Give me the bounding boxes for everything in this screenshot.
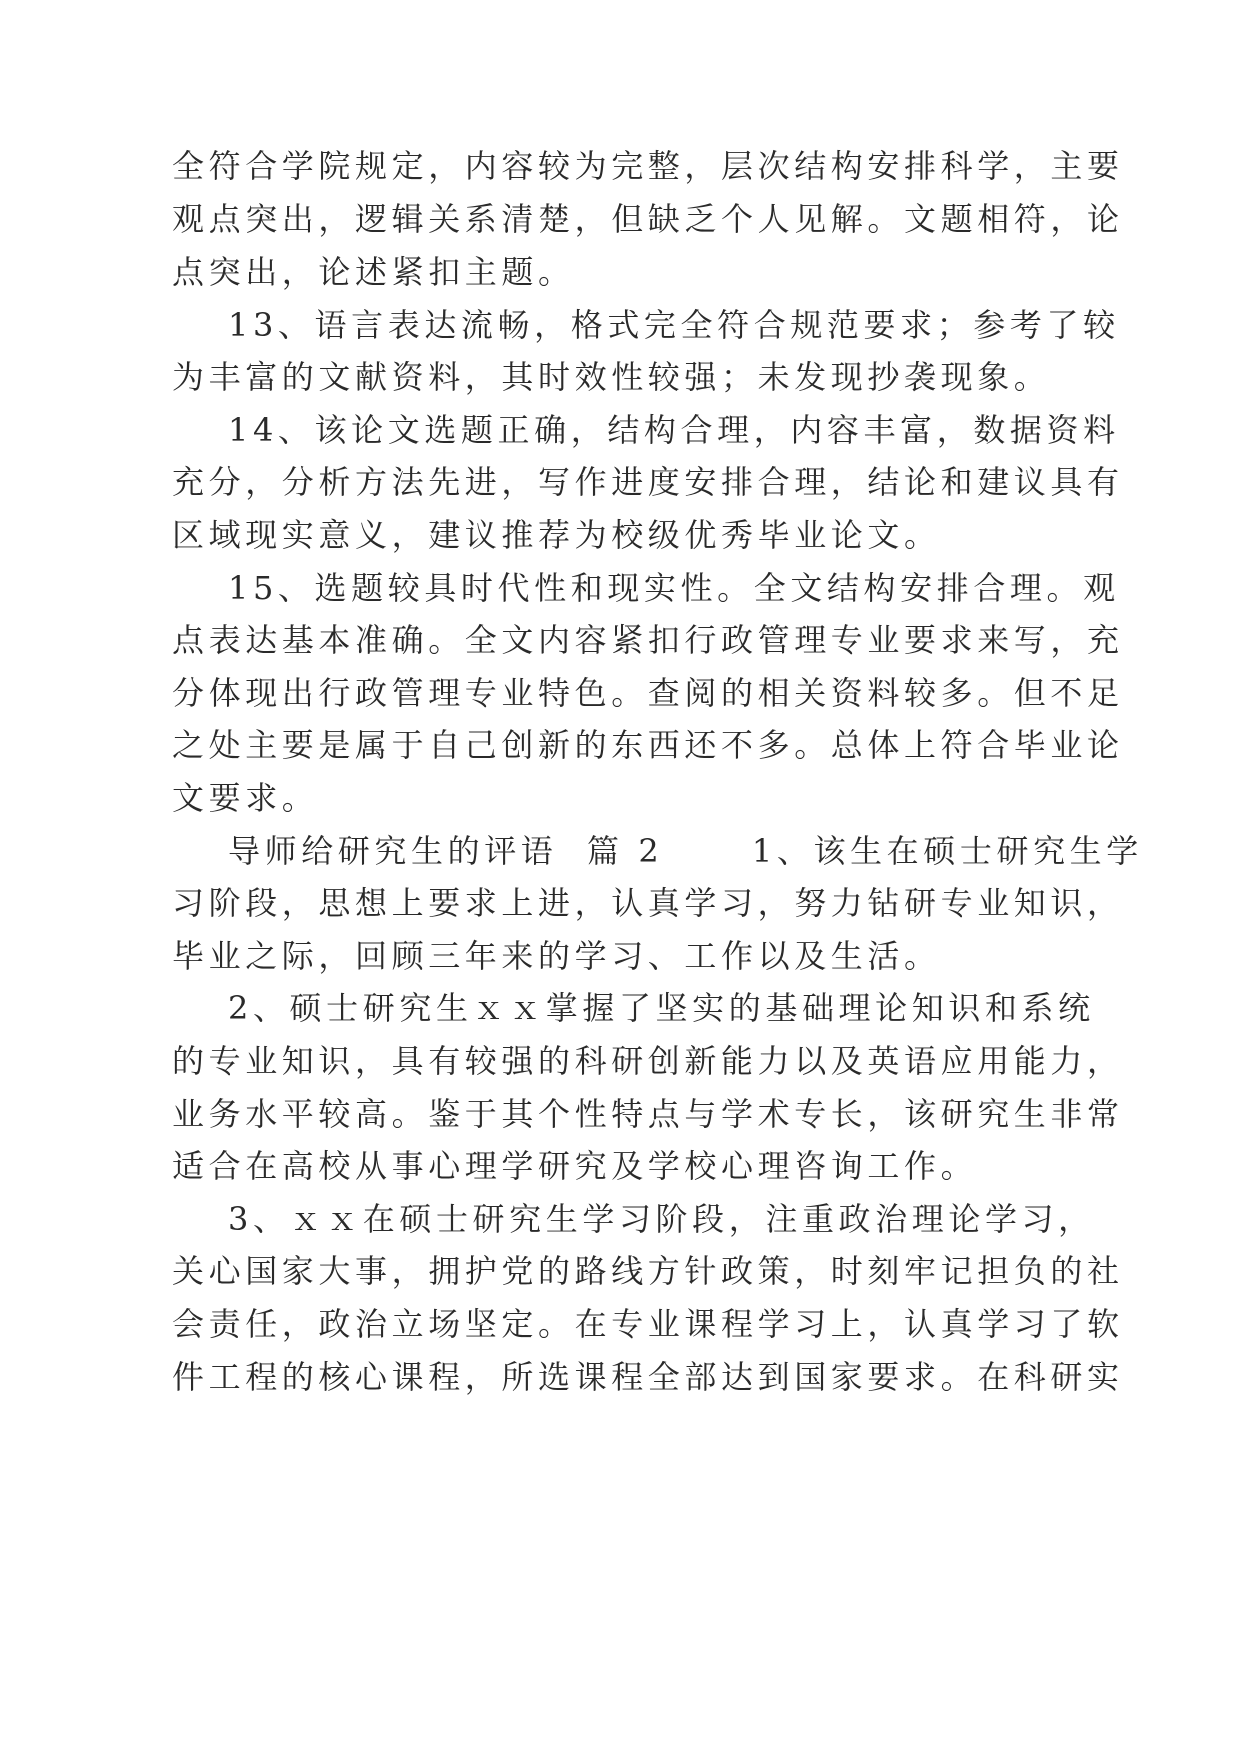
text-line: 15、选题较具时代性和现实性。全文结构安排合理。观 bbox=[228, 569, 1120, 607]
text-line: 13、语言表达流畅，格式完全符合规范要求；参考了较 bbox=[228, 306, 1120, 344]
text-line: 14、该论文选题正确，结构合理，内容丰富，数据资料 bbox=[228, 411, 1120, 449]
text-line: 适合在高校从事心理学研究及学校心理咨询工作。 bbox=[172, 1147, 978, 1185]
text-line: 业务水平较高。鉴于其个性特点与学术专长，该研究生非常 bbox=[172, 1095, 1124, 1133]
text-line: 毕业之际，回顾三年来的学习、工作以及生活。 bbox=[172, 937, 941, 975]
text-line: 文要求。 bbox=[172, 779, 319, 817]
text-line: 的专业知识，具有较强的科研创新能力以及英语应用能力， bbox=[172, 1042, 1124, 1080]
text-line: 区域现实意义，建议推荐为校级优秀毕业论文。 bbox=[172, 516, 941, 554]
text-line: 为丰富的文献资料，其时效性较强；未发现抄袭现象。 bbox=[172, 358, 1051, 396]
text-line: 全符合学院规定，内容较为完整，层次结构安排科学，主要 bbox=[172, 147, 1124, 185]
text-line: 点突出，论述紧扣主题。 bbox=[172, 253, 575, 291]
text-line: 导师给研究生的评语 篇 2 1、该生在硕士研究生学 bbox=[228, 832, 1143, 870]
text-line: 观点突出，逻辑关系清楚，但缺乏个人见解。文题相符，论 bbox=[172, 200, 1124, 238]
text-line: 3、ｘｘ在硕士研究生学习阶段，注重政治理论学习， bbox=[228, 1200, 1095, 1238]
text-line: 点表达基本准确。全文内容紧扣行政管理专业要求来写，充 bbox=[172, 621, 1124, 659]
text-line: 会责任，政治立场坚定。在专业课程学习上，认真学习了软 bbox=[172, 1305, 1124, 1343]
text-line: 习阶段，思想上要求上进，认真学习，努力钻研专业知识， bbox=[172, 884, 1124, 922]
text-line: 2、硕士研究生ｘｘ掌握了坚实的基础理论知识和系统 bbox=[228, 989, 1095, 1027]
text-line: 之处主要是属于自己创新的东西还不多。总体上符合毕业论 bbox=[172, 726, 1124, 764]
text-line: 充分，分析方法先进，写作进度安排合理，结论和建议具有 bbox=[172, 463, 1124, 501]
text-line: 分体现出行政管理专业特色。查阅的相关资料较多。但不足 bbox=[172, 674, 1124, 712]
text-line: 关心国家大事，拥护党的路线方针政策，时刻牢记担负的社 bbox=[172, 1252, 1124, 1290]
text-line: 件工程的核心课程，所选课程全部达到国家要求。在科研实 bbox=[172, 1358, 1124, 1396]
